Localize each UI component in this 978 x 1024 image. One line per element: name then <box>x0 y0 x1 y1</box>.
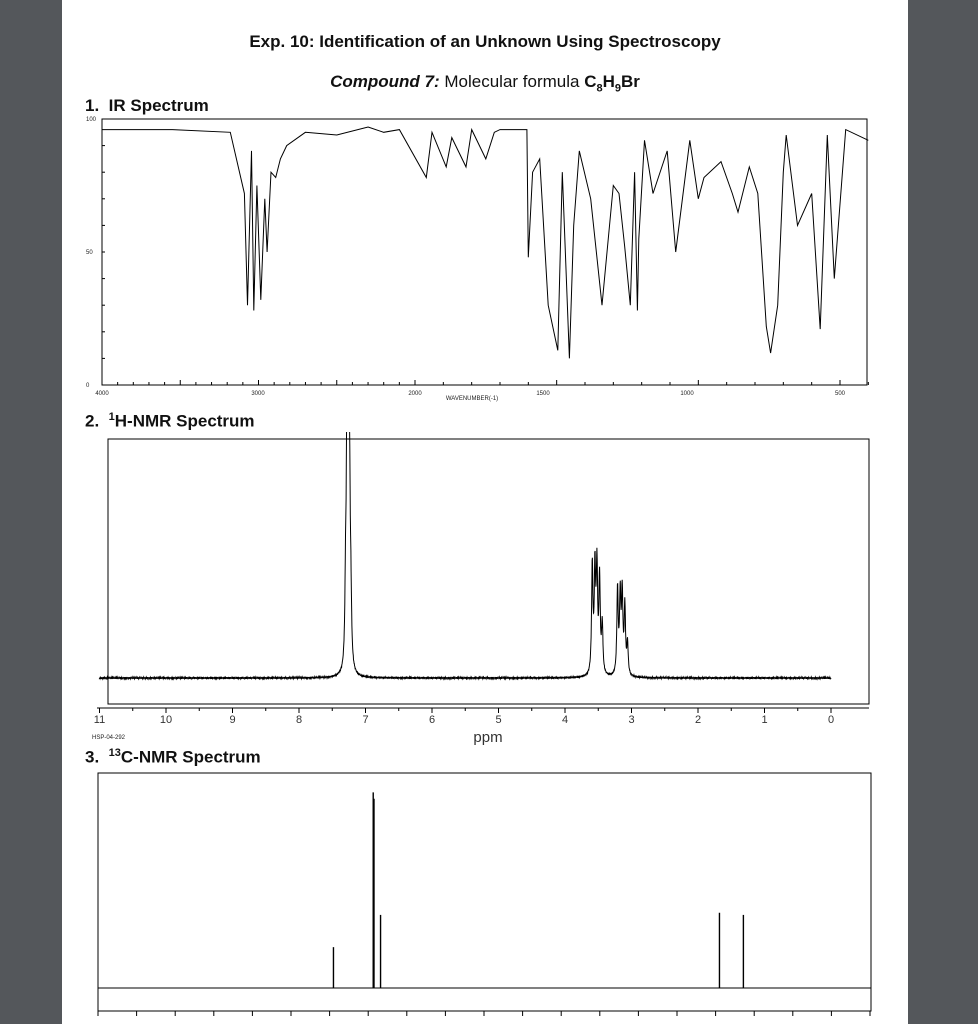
compound-line <box>62 72 908 94</box>
hnmr-plot-frame <box>108 439 869 704</box>
hnmr-x-tick-label: 1 <box>761 714 768 726</box>
hnmr-footer-code: HSP-04-292 <box>92 735 126 741</box>
hnmr-x-tick-label: 4 <box>561 714 569 726</box>
hnmr-x-axis-label: ppm <box>473 729 503 746</box>
ir-x-tick-label: 1000 <box>680 391 694 397</box>
hnmr-x-tick-label: 10 <box>159 714 173 726</box>
hnmr-x-tick-label: 3 <box>628 714 635 726</box>
ir-x-tick-label: 2000 <box>408 391 422 397</box>
section-ir-heading: 1. IR Spectrum <box>85 96 209 115</box>
formula-label: Molecular formula <box>444 72 580 91</box>
ir-spectrum-chart <box>62 112 908 412</box>
hnmr-x-tick-label: 0 <box>827 714 835 726</box>
hnmr-x-tick-label: 6 <box>428 714 436 726</box>
ir-y-tick-label: 50 <box>86 250 93 256</box>
ir-y-tick-label: 100 <box>86 117 97 123</box>
section-cnmr-heading: 3. $^{13}$C-NMR Spectrum <box>85 747 261 767</box>
ir-x-tick-label: 3000 <box>251 391 265 397</box>
molecular-formula: $C_8H_9Br$ <box>584 72 640 95</box>
hnmr-x-tick-label: 5 <box>495 714 502 726</box>
cnmr-plot-frame <box>98 773 871 1011</box>
ir-x-tick-label: 500 <box>834 391 846 397</box>
hnmr-series-line <box>100 432 832 679</box>
compound-label: Compound 7: <box>330 72 440 91</box>
hnmr-x-tick-label: 9 <box>229 714 236 726</box>
hnmr-x-tick-label: 2 <box>694 714 702 726</box>
ir-x-axis-label: WAVENUMBER(-1) <box>445 396 499 402</box>
document-page <box>62 0 908 1024</box>
ir-x-tick-label: 1500 <box>536 391 550 397</box>
page-title: Exp. 10: Identification of an Unknown Using Spectroscopy <box>249 32 721 51</box>
section-hnmr-heading: 2. $^1$H-NMR Spectrum <box>85 411 255 431</box>
ir-x-tick-label: 4000 <box>95 391 109 397</box>
hnmr-x-tick-label: 8 <box>295 714 303 726</box>
hnmr-x-tick-label: 7 <box>362 714 369 726</box>
cnmr-spectrum-chart <box>62 768 908 1024</box>
ir-plot-frame <box>102 119 867 385</box>
hnmr-spectrum-chart <box>62 432 908 750</box>
ir-series-line <box>102 127 868 358</box>
hnmr-x-tick-label: 11 <box>93 714 106 726</box>
ir-y-tick-label: 0 <box>86 383 90 389</box>
